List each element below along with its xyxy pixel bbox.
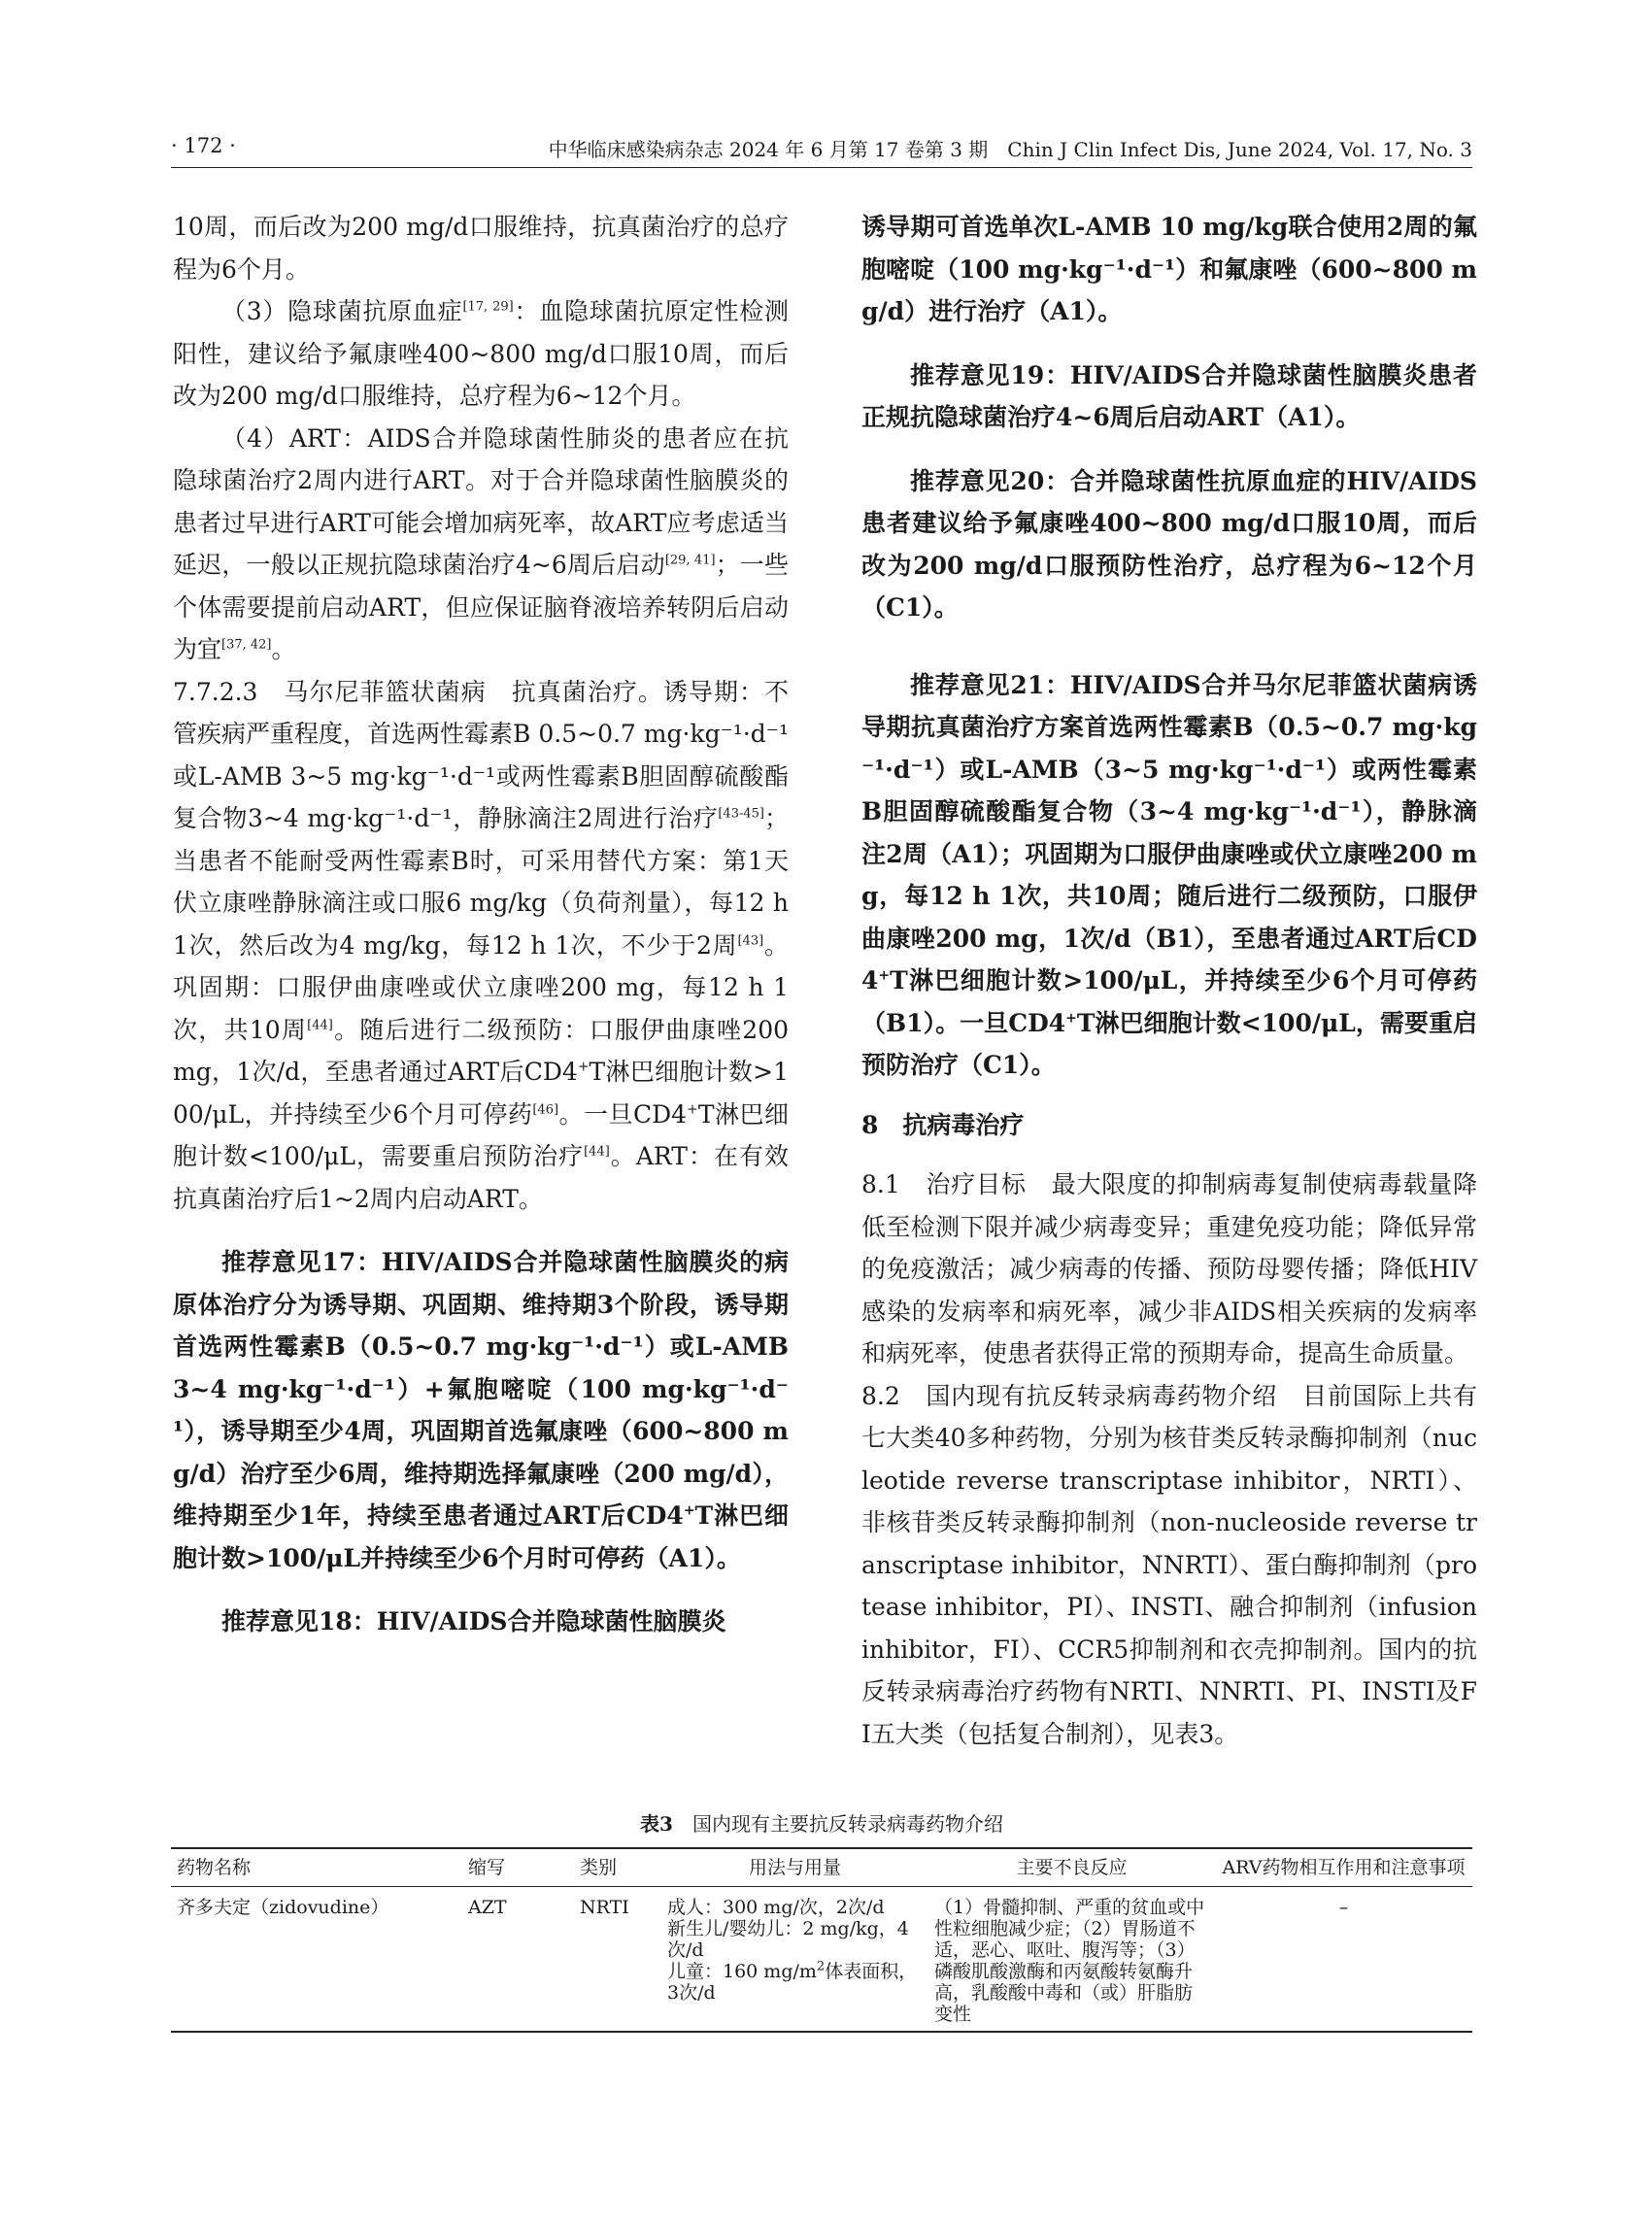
- dosage-line: [667, 1961, 923, 2004]
- reference: [44]: [584, 1144, 610, 1160]
- text: T淋巴细胞计数>100/μL，并持续至少6个月可停药（B1）。一旦CD4: [861, 966, 1477, 1037]
- column-header: 类别: [574, 1848, 661, 1887]
- interaction-cell: –: [1215, 1887, 1472, 2033]
- page-number: · 172 ·: [171, 134, 236, 157]
- paragraph-8-1: 8.1 治疗目标 最大限度的抑制病毒复制使病毒载量降低至检测下限并减少病毒变异；重建免疫功能；降低异常的免疫激活；减少病毒的传播、预防母婴传播；降低HIV感染的发病率和病死率，减少非AIDS相关疾病的发病率和病死率，使患者获得正常的预期寿命，提高生命质量。: [861, 1170, 1477, 1367]
- right-column: [861, 206, 1477, 1755]
- reference: [29, 41]: [664, 553, 716, 568]
- text: 推荐意见21：HIV/AIDS合并马尔尼菲篮状菌病诱导期抗真菌治疗方案首选两性霉素B（0.5~0.7 mg·kg⁻¹·d⁻¹）或L-AMB（3~5 mg·kg⁻¹·d⁻¹）或两性霉素B胆固醇硫酸酯复合物（3~4 mg·kg⁻¹·d⁻¹），静脉滴注2周（A1）；巩固期为口服伊曲康唑或伏立康唑200 mg，每12 h 1次，共10周；随后进行二级预防，口服伊曲康唑200 mg，1次/d（B1），至患者通过ART后CD4: [861, 670, 1477, 995]
- left-column: [173, 206, 789, 1643]
- recommendation-21: [861, 664, 1477, 1087]
- section-heading-8: 8 抗病毒治疗: [861, 1110, 1025, 1139]
- superscript: +: [683, 1502, 695, 1519]
- paragraph: 10周，而后改为200 mg/d口服维持，抗真菌治疗的总疗程为6个月。: [173, 213, 789, 284]
- reference: [43]: [737, 933, 764, 949]
- text: T淋巴细胞计数<100/μL，需要重启预防治疗（C1）。: [861, 1008, 1477, 1079]
- text: 。一旦CD4: [558, 1099, 688, 1129]
- reference: [46]: [532, 1102, 559, 1118]
- superscript: +: [577, 1059, 590, 1075]
- text: ；一些个体需要提前启动ART，但应保证脑脊液培养转阴后启动为宜: [173, 551, 789, 663]
- column-header: 缩写: [462, 1848, 574, 1887]
- column-header: ARV药物相互作用和注意事项: [1215, 1848, 1472, 1887]
- class-cell: NRTI: [574, 1887, 661, 2033]
- reference: [43-45]: [718, 806, 764, 822]
- text: 。ART：在有效抗真菌治疗后1~2周内启动ART。: [173, 1142, 789, 1213]
- text: 。随后进行二级预防：口服伊曲康唑200 mg，1次/d，至患者通过ART后CD4: [173, 1015, 790, 1086]
- text: 推荐意见17：HIV/AIDS合并隐球菌性脑膜炎的病原体治疗分为诱导期、巩固期、维持期3个阶段，诱导期首选两性霉素B（0.5~0.7 mg·kg⁻¹·d⁻¹）或L-AMB 3~4 mg·kg⁻¹·d⁻¹）+氟胞嘧啶（100 mg·kg⁻¹·d⁻¹），诱导期至少4周，巩固期首选氟康唑（600~800 mg/d）治疗至少6周，维持期选择氟康唑（200 mg/d），维持期至少1年，持续至患者通过ART后CD4: [173, 1248, 789, 1530]
- dosage-line: 新生儿/婴幼儿：2 mg/kg，4次/d: [667, 1918, 909, 1961]
- reference: [44]: [307, 1018, 333, 1033]
- page-header: [171, 132, 1472, 168]
- drug-table: [171, 1847, 1472, 2033]
- superscript: +: [878, 967, 891, 984]
- table-title: 国内现有主要抗反转录病毒药物介绍: [691, 1812, 1003, 1836]
- paragraph: [173, 418, 789, 671]
- text: T淋巴细胞计数>100/μL，并持续至少6个月可停药: [173, 1058, 790, 1129]
- table-row: [171, 1887, 1472, 2033]
- text: ；当患者不能耐受两性霉素B时，可采用替代方案：第1天伏立康唑静脉滴注或口服6 mg/kg（负荷剂量），每12 h 1次，然后改为4 mg/kg，每12 h 1次，不少于2周: [173, 804, 789, 960]
- column-header: 主要不良反应: [928, 1848, 1215, 1887]
- text: 。巩固期：口服伊曲康唑或伏立康唑200 mg，每12 h 1次，共10周: [173, 930, 789, 1044]
- text: 7.7.2.3 马尔尼菲篮状菌病 抗真菌治疗。诱导期：不管疾病严重程度，首选两性霉素B 0.5~0.7 mg·kg⁻¹·d⁻¹或L-AMB 3~5 mg·kg⁻¹·d⁻¹或两性霉素B胆固醇硫酸酯复合物3~4 mg·kg⁻¹·d⁻¹，静脉滴注2周进行治疗: [173, 677, 789, 832]
- dosage-line: 成人：300 mg/次，2次/d: [667, 1897, 885, 1918]
- recommendation-18: 推荐意见18：HIV/AIDS合并隐球菌性脑膜炎: [221, 1607, 726, 1635]
- column-header: 药物名称: [171, 1848, 462, 1887]
- superscript: +: [687, 1101, 698, 1118]
- adverse-reaction-cell: （1）骨髓抑制、严重的贫血或中性粒细胞减少症；（2）胃肠道不适，恶心、呕吐、腹泻等；（3）磷酸肌酸激酶和丙氨酸转氨酶升高，乳酸酸中毒和（或）肝脂肪变性: [928, 1887, 1215, 2033]
- recommendation-18-continued: 诱导期可首选单次L-AMB 10 mg/kg联合使用2周的氟胞嘧啶（100 mg·kg⁻¹·d⁻¹）和氟康唑（600~800 mg/d）进行治疗（A1）。: [861, 213, 1477, 325]
- paragraph: [173, 290, 789, 418]
- reference: [37, 42]: [221, 637, 272, 653]
- reference: [17, 29]: [462, 299, 514, 315]
- superscript: 2: [816, 1959, 826, 1974]
- journal-citation: 中华临床感染病杂志 2024 年 6 月第 17 卷第 3 期 Chin J Clin Infect Dis, June 2024, Vol. 17, No. 3: [548, 138, 1472, 161]
- text: 。: [271, 635, 296, 663]
- drug-name-cell: 齐多夫定（zidovudine）: [171, 1887, 462, 2033]
- text: T淋巴细胞计数<100/μL，需要重启预防治疗: [173, 1099, 789, 1170]
- text: 体表面积，3次/d: [667, 1961, 918, 2004]
- text: ：血隐球菌抗原定性检测阳性，建议给予氟康唑400~800 mg/d口服10周，而后改为200 mg/d口服维持，总疗程为6~12个月。: [173, 297, 789, 410]
- column-header: 用法与用量: [661, 1848, 928, 1887]
- text: 儿童：160 mg/m: [667, 1961, 817, 1982]
- table-caption: [171, 1808, 1472, 1837]
- dosage-cell: [661, 1887, 928, 2033]
- table-label: 表3: [640, 1812, 673, 1836]
- recommendation-19: 推荐意见19：HIV/AIDS合并隐球菌性脑膜炎患者正规抗隐球菌治疗4~6周后启动ART（A1）。: [861, 360, 1477, 431]
- recommendation-20: 推荐意见20：合并隐球菌性抗原血症的HIV/AIDS患者建议给予氟康唑400~800 mg/d口服10周，而后改为200 mg/d口服预防性治疗，总疗程为6~12个月（C1）。: [861, 466, 1477, 622]
- text: （4）ART：AIDS合并隐球菌性肺炎的患者应在抗隐球菌治疗2周内进行ART。对于合并隐球菌性脑膜炎的患者过早进行ART可能会增加病死率，故ART应考虑适当延迟，一般以正规抗隐球菌治疗4~6周后启动: [173, 423, 789, 579]
- paragraph-8-2: 8.2 国内现有抗反转录病毒药物介绍 目前国际上共有七大类40多种药物，分别为核苷类反转录酶抑制剂（nucleotide reverse transcriptase inhibitor，NRTI）、非核苷类反转录酶抑制剂（non-nucleoside reverse transcriptase inhibitor，NNRTI）、蛋白酶抑制剂（protease inhibitor，PI）、INSTI、融合抑制剂（infusion inhibitor，FI）、CCR5抑制剂和衣壳抑制剂。国内的抗反转录病毒治疗药物有NRTI、NNRTI、PI、INSTI及FI五大类（包括复合制剂），见表3。: [861, 1381, 1477, 1748]
- text: （3）隐球菌抗原血症: [221, 297, 463, 325]
- table-header-row: [171, 1848, 1472, 1887]
- text: T淋巴细胞计数>100/μL并持续至少6个月时可停药（A1）。: [173, 1501, 789, 1572]
- paragraph-talaromycosis: [173, 671, 789, 1221]
- recommendation-17: [173, 1241, 789, 1579]
- superscript: +: [1065, 1010, 1077, 1027]
- abbreviation-cell: AZT: [462, 1887, 574, 2033]
